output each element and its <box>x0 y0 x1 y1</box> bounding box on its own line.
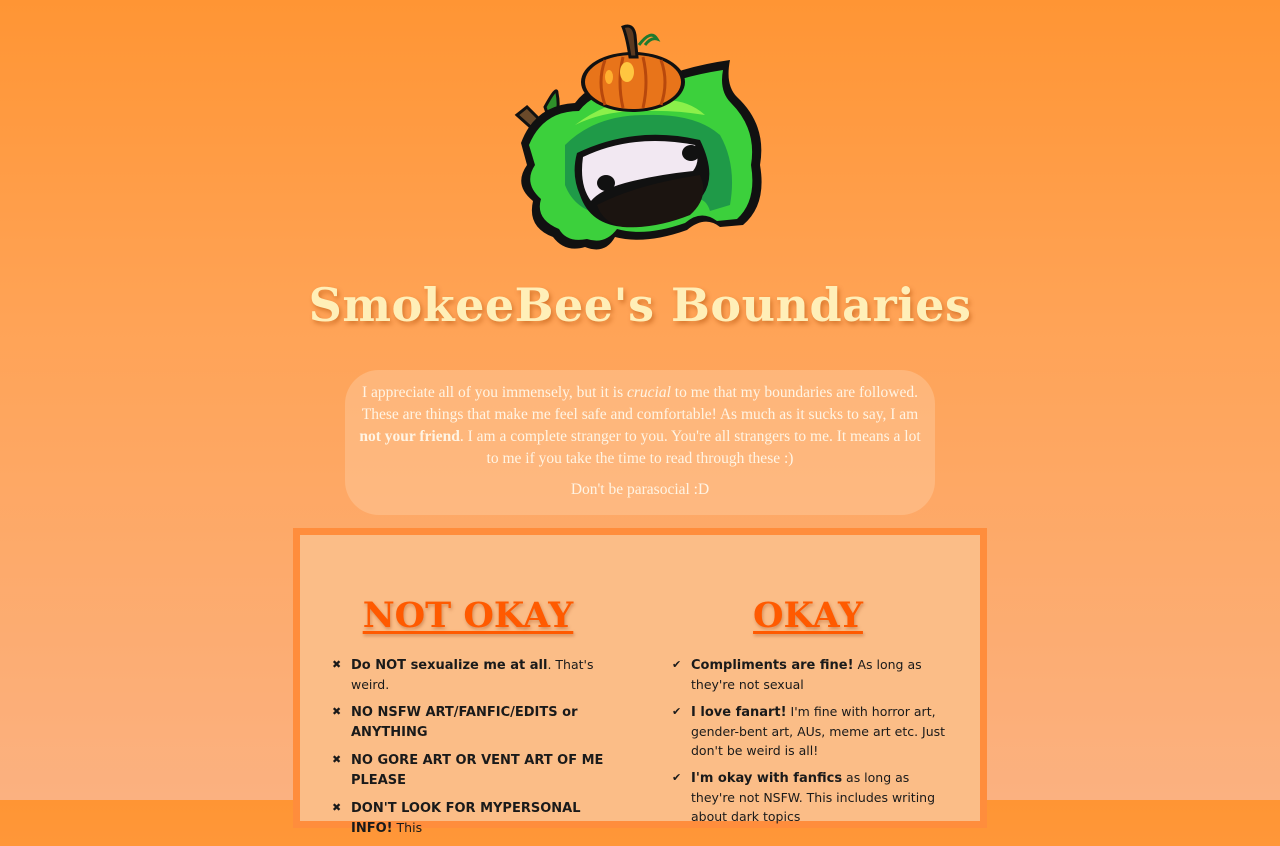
list-item: ✔ I'm okay with fanfics as long as they're not NSFW. This includes writing about dark topics <box>672 770 936 824</box>
intro-paragraph: I appreciate all of you immensely, but it is crucial to me that my boundaries are followed. These are things that make me feel safe and comfortable! As much as it sucks to say, I am not your friend. I am a complete stranger to you. You're all strangers to me. It means a lot to me if you take the time to read through these :) <box>359 384 921 467</box>
intro-subtext: Don't be parasocial :D <box>570 481 710 498</box>
intro-emphasis: crucial <box>627 384 671 401</box>
not-okay-column <box>328 591 608 846</box>
page-title: SmokeeBee's Boundaries <box>308 278 972 332</box>
list-item: ✖ NO GORE ART OR VENT ART OF ME PLEASE <box>328 750 608 790</box>
not-okay-heading: NOT OKAY <box>362 595 574 636</box>
x-mark-icon: ✖ <box>332 753 342 766</box>
list-item: ✖ DON'T LOOK FOR MYPERSONAL INFO! This <box>328 798 608 838</box>
x-mark-icon: ✖ <box>332 658 342 671</box>
list-item: ✖ Do NOT sexualize me at all. That's weird. <box>332 657 594 692</box>
okay-list <box>668 655 948 826</box>
pumpkin-hair-mascot-icon <box>505 15 775 260</box>
list-item: ✔ I love fanart! I'm fine with horror art, gender-bent art, AUs, meme art etc. Just don't be weird is all! <box>672 704 946 758</box>
okay-heading: OKAY <box>753 595 863 636</box>
x-mark-icon: ✖ <box>332 705 342 718</box>
not-okay-list <box>328 655 608 838</box>
intro-strong: not your friend <box>359 428 460 445</box>
check-mark-icon: ✔ <box>672 771 682 784</box>
x-mark-icon: ✖ <box>332 801 342 814</box>
check-mark-icon: ✔ <box>672 705 682 718</box>
intro-box <box>345 370 935 515</box>
list-item: ✖ NO NSFW ART/FANFIC/EDITS or ANYTHING <box>328 702 608 742</box>
okay-column <box>668 591 948 834</box>
check-mark-icon: ✔ <box>672 658 682 671</box>
boundaries-panel <box>293 528 987 836</box>
list-item: ✔ Compliments are fine! As long as they're not sexual <box>672 657 922 692</box>
